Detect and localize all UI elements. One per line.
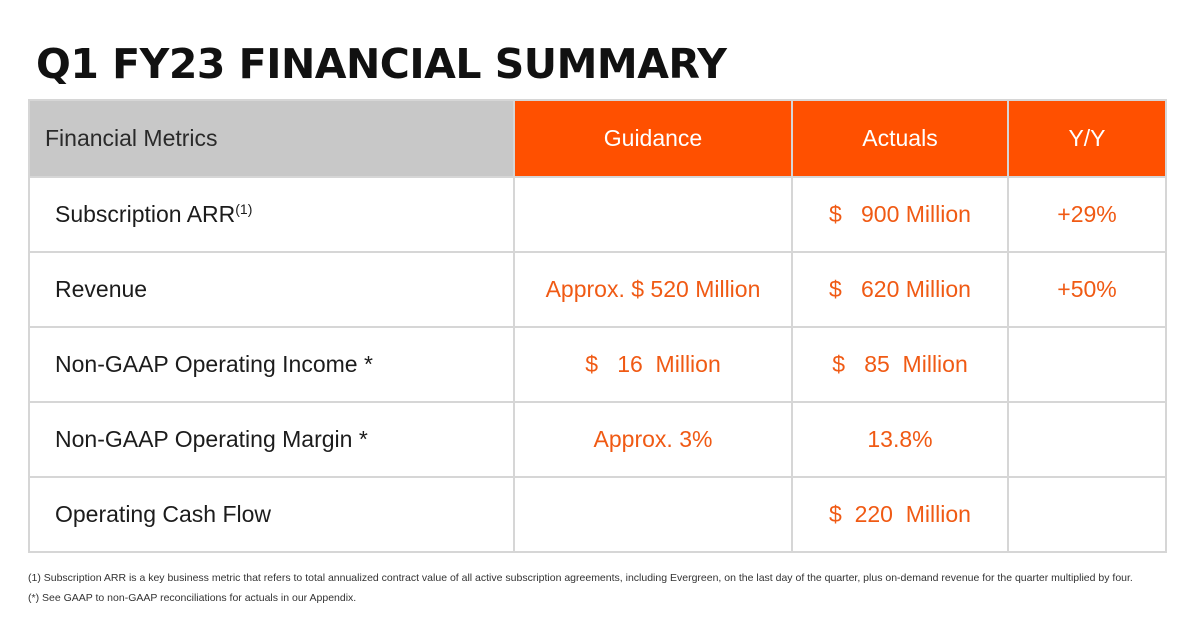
metric-label: Subscription ARR	[55, 201, 236, 227]
guidance-cell	[514, 177, 792, 252]
actuals-cell: 13.8%	[792, 402, 1008, 477]
footnote-marker: (1)	[235, 201, 253, 217]
actuals-cell: $ 900 Million	[792, 177, 1008, 252]
table-row	[29, 402, 1166, 477]
header-guidance: Guidance	[514, 100, 792, 177]
table-row	[29, 252, 1166, 327]
actuals-cell: $ 220 Million	[792, 477, 1008, 552]
yy-cell: +50%	[1008, 252, 1166, 327]
yy-cell: +29%	[1008, 177, 1166, 252]
metric-label: Revenue	[55, 276, 148, 302]
page-title: Q1 FY23 FINANCIAL SUMMARY	[36, 40, 727, 88]
guidance-cell: Approx. 3%	[514, 402, 792, 477]
yy-cell	[1008, 477, 1166, 552]
header-financial-metrics: Financial Metrics	[29, 100, 514, 177]
metric-cell	[29, 177, 514, 252]
guidance-cell: $ 16 Million	[514, 327, 792, 402]
metric-label: Non-GAAP Operating Margin *	[55, 426, 368, 452]
footnote-arr: (1) Subscription ARR is a key business metric that refers to total annualized contract value of all active subscription agreements, including Evergreen, on the last day of the quarter, plus on-demand revenue for the quarter multiplied by four.	[28, 572, 1133, 584]
table-row	[29, 177, 1166, 252]
actuals-cell: $ 620 Million	[792, 252, 1008, 327]
footnote-non-gaap: (*) See GAAP to non-GAAP reconciliations for actuals in our Appendix.	[28, 592, 357, 604]
table-header-row	[29, 100, 1166, 177]
table-row	[29, 327, 1166, 402]
metric-label: Non-GAAP Operating Income *	[55, 351, 373, 377]
table-row	[29, 477, 1166, 552]
guidance-cell	[514, 477, 792, 552]
metric-label: Operating Cash Flow	[55, 501, 272, 527]
yy-cell	[1008, 327, 1166, 402]
metric-cell	[29, 327, 514, 402]
header-actuals: Actuals	[792, 100, 1008, 177]
metric-cell	[29, 252, 514, 327]
yy-cell	[1008, 402, 1166, 477]
financial-summary-table	[28, 99, 1167, 553]
actuals-cell: $ 85 Million	[792, 327, 1008, 402]
header-yy: Y/Y	[1008, 100, 1166, 177]
metric-cell	[29, 477, 514, 552]
guidance-cell: Approx. $ 520 Million	[514, 252, 792, 327]
metric-cell	[29, 402, 514, 477]
footnotes	[28, 568, 1188, 608]
